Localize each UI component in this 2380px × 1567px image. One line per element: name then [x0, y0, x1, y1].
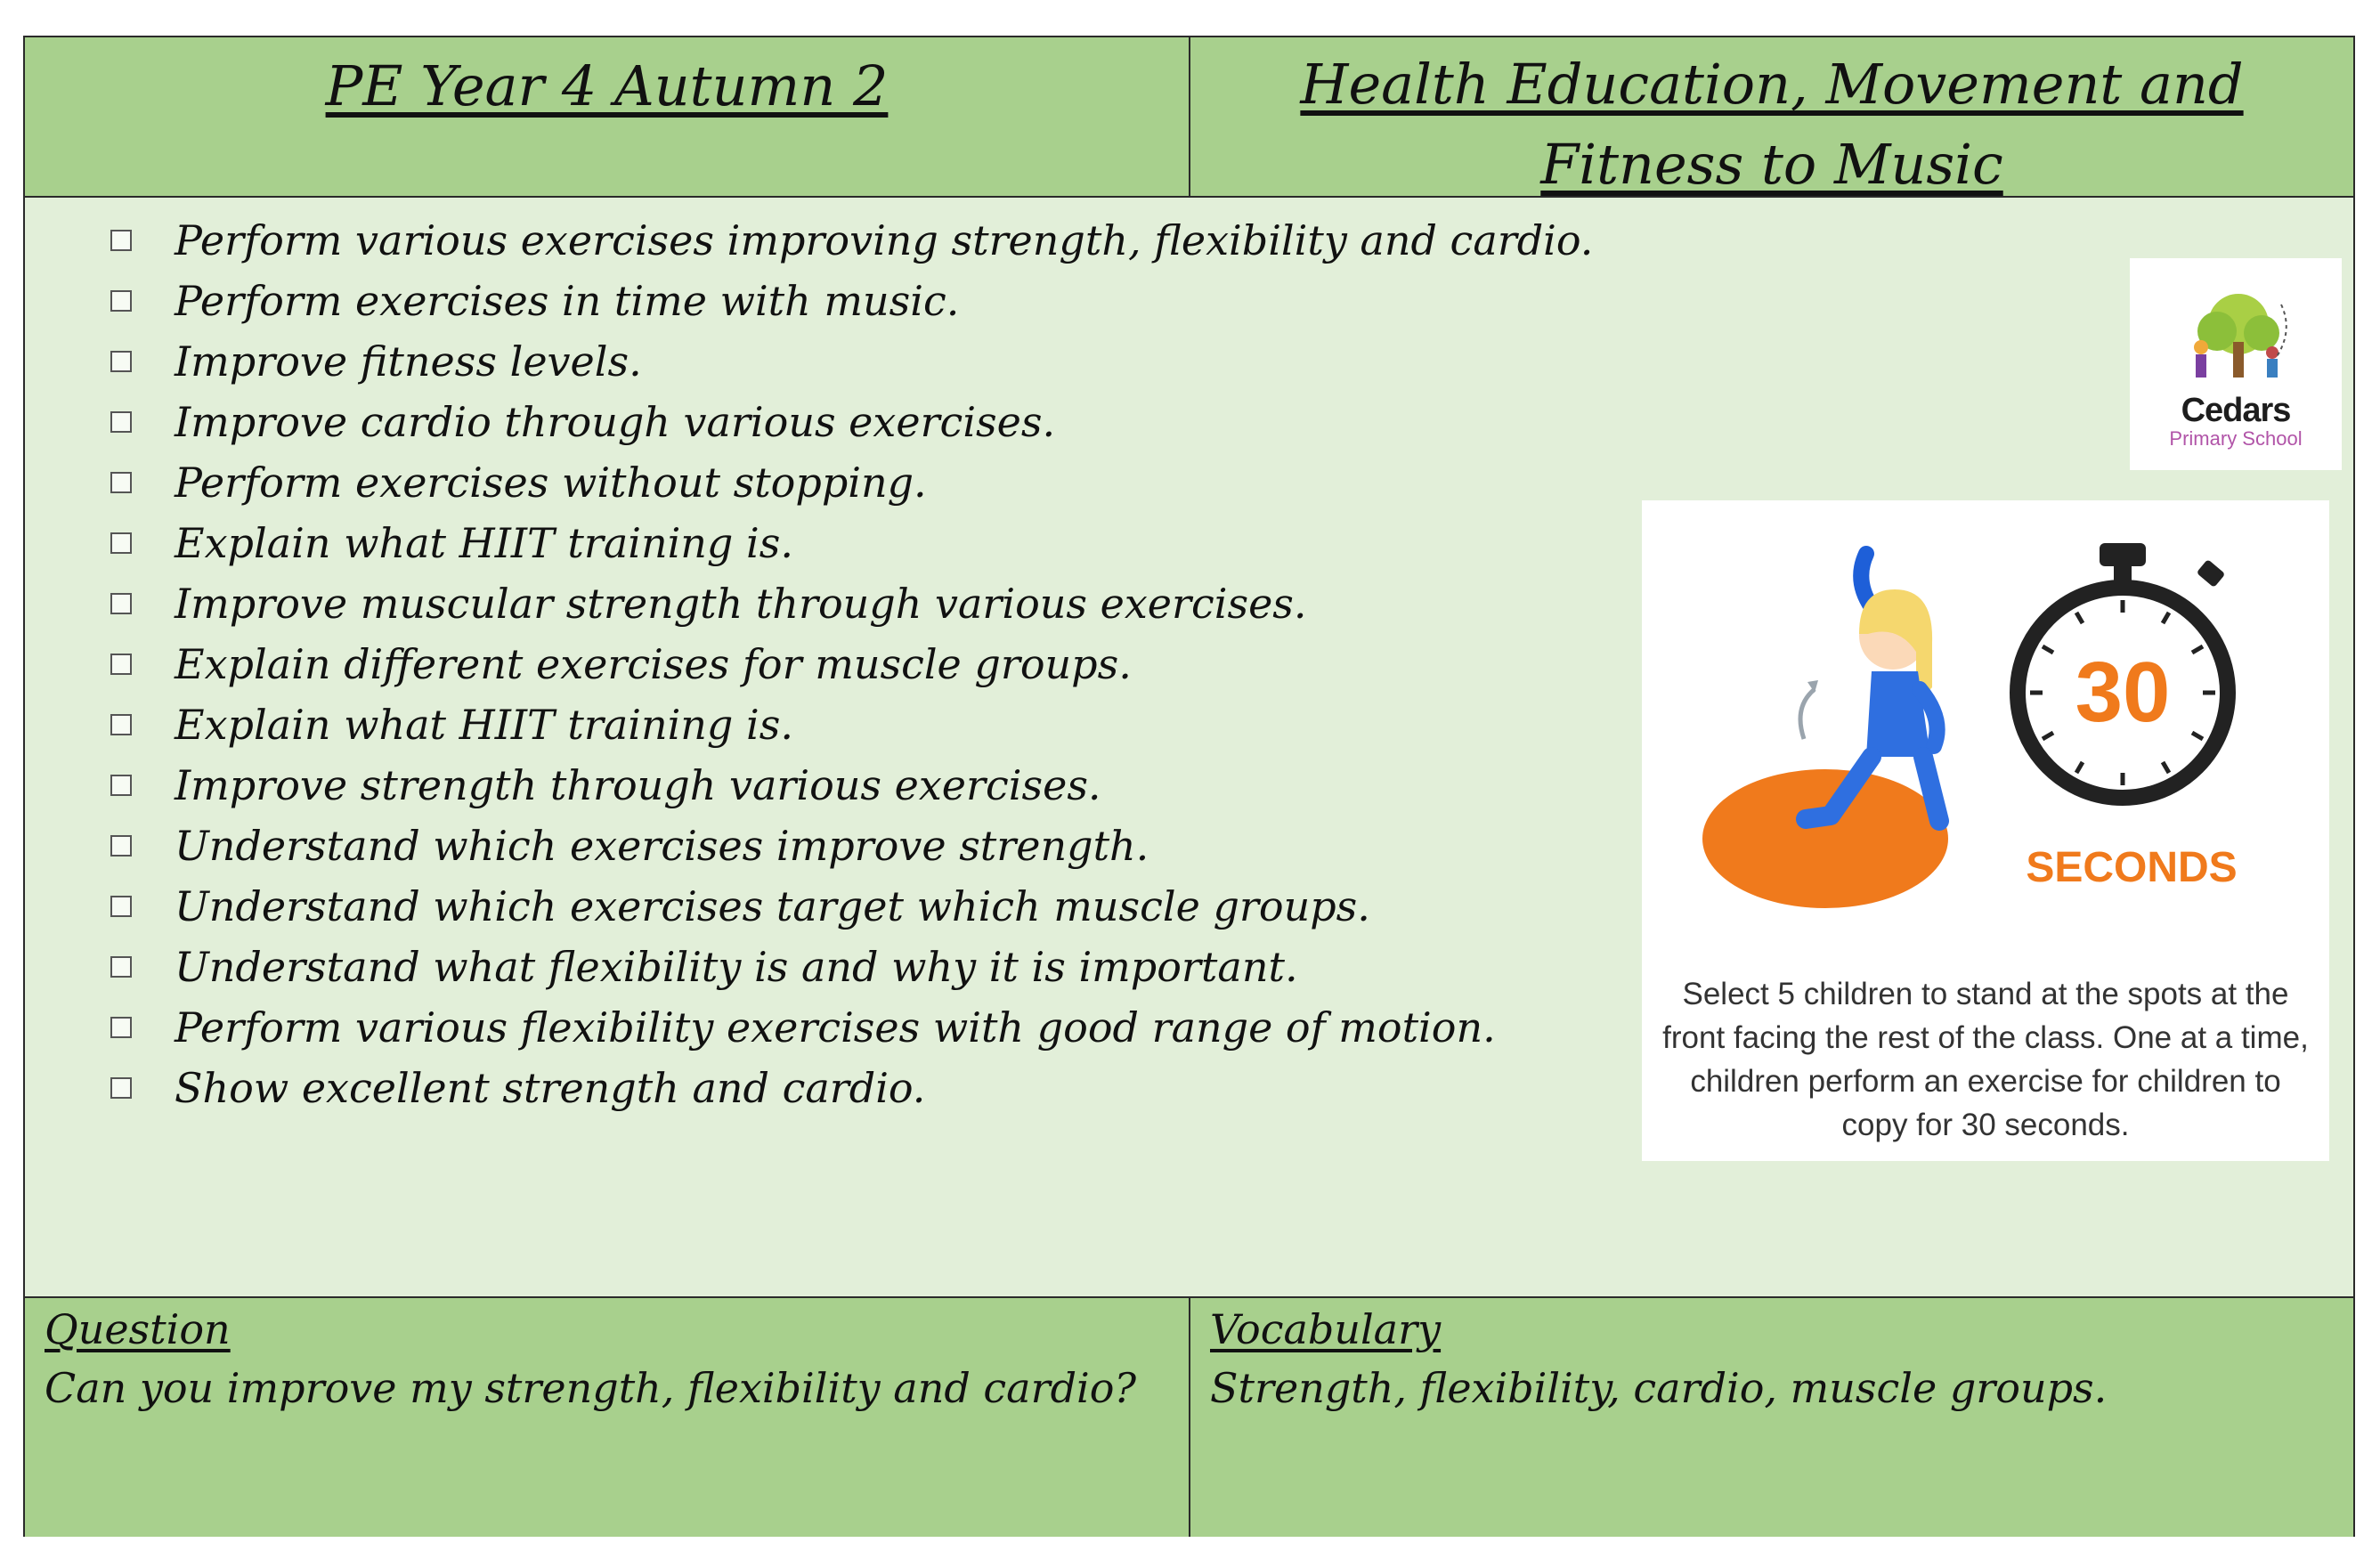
- objective-item: [110, 755, 1593, 816]
- objective-item: [110, 634, 1593, 694]
- question-cell: [25, 1298, 1190, 1537]
- checkbox-icon[interactable]: [110, 714, 132, 735]
- objective-item: [110, 876, 1593, 937]
- checkbox-icon[interactable]: [110, 290, 132, 312]
- objectives-section: [25, 198, 2353, 1298]
- checkbox-icon[interactable]: [110, 835, 132, 857]
- objective-item: [110, 452, 1593, 513]
- checkbox-icon[interactable]: [110, 411, 132, 433]
- header-right-cell: [1190, 37, 2353, 196]
- header-left-cell: [25, 37, 1190, 196]
- unit-title: PE Year 4 Autumn 2: [325, 53, 889, 118]
- checkbox-icon[interactable]: [110, 1017, 132, 1038]
- objective-item: [110, 331, 1593, 392]
- logo-subtitle: Primary School: [2169, 427, 2303, 450]
- checkbox-icon[interactable]: [110, 472, 132, 493]
- topic-title: Health Education, Movement and Fitness to Music: [1300, 52, 2244, 197]
- objective-label: Improve cardio through various exercises.: [175, 398, 1056, 446]
- objective-label: Perform various flexibility exercises with good range of motion.: [175, 1003, 1496, 1051]
- objective-item: [110, 392, 1593, 452]
- objective-item: [110, 1058, 1593, 1118]
- objective-item: [110, 210, 1593, 271]
- objective-label: Understand what flexibility is and why it is important.: [175, 943, 1298, 991]
- objective-label: Show excellent strength and cardio.: [175, 1064, 926, 1112]
- arrow-icon: [1800, 689, 1815, 739]
- bottom-row: [25, 1298, 2353, 1537]
- timer-number: 30: [2075, 645, 2171, 740]
- school-logo: [2130, 258, 2342, 470]
- objective-label: Understand which exercises target which muscle groups.: [175, 882, 1370, 930]
- activity-illustration: [1642, 500, 2329, 963]
- vocabulary-text: Strength, flexibility, cardio, muscle groups.: [1210, 1364, 2108, 1412]
- objective-item: [110, 694, 1593, 755]
- header-row: [25, 37, 2353, 198]
- floor-spot: [1702, 769, 1948, 908]
- objective-item: [110, 271, 1593, 331]
- objective-item: [110, 573, 1593, 634]
- checkbox-icon[interactable]: [110, 230, 132, 251]
- objective-item: [110, 997, 1593, 1058]
- stopwatch-icon: [2018, 543, 2228, 798]
- activity-description: Select 5 children to stand at the spots at the front facing the rest of the class. One at a time, children perform an exercise for children to copy for 30 seconds.: [1662, 977, 2309, 1142]
- checkbox-icon[interactable]: [110, 654, 132, 675]
- checkbox-icon[interactable]: [110, 896, 132, 917]
- objective-label: Improve strength through various exercises.: [175, 761, 1101, 809]
- knowledge-organiser: [23, 36, 2355, 1537]
- vocabulary-cell: [1190, 1298, 2353, 1537]
- objective-label: Understand which exercises improve strength.: [175, 822, 1149, 870]
- checkbox-icon[interactable]: [110, 351, 132, 372]
- activity-card: [1642, 500, 2329, 1161]
- objective-label: Perform exercises without stopping.: [175, 459, 927, 507]
- checkbox-icon[interactable]: [110, 593, 132, 614]
- vocabulary-heading: Vocabulary: [1210, 1305, 1442, 1353]
- objective-label: Explain what HIIT training is.: [175, 519, 793, 567]
- objective-label: Explain what HIIT training is.: [175, 701, 793, 749]
- objective-item: [110, 513, 1593, 573]
- objective-label: Explain different exercises for muscle groups.: [175, 640, 1132, 688]
- checkbox-icon[interactable]: [110, 1077, 132, 1099]
- objective-item: [110, 816, 1593, 876]
- objective-label: Improve fitness levels.: [175, 337, 642, 386]
- checkbox-icon[interactable]: [110, 775, 132, 796]
- checkbox-icon[interactable]: [110, 956, 132, 978]
- checkbox-icon[interactable]: [110, 532, 132, 554]
- question-text: Can you improve my strength, flexibility and cardio?: [45, 1364, 1137, 1412]
- tree-logo-icon: [2176, 288, 2297, 383]
- question-heading: Question: [45, 1305, 231, 1353]
- timer-label: SECONDS: [2026, 844, 2238, 891]
- objective-label: Improve muscular strength through various exercises.: [175, 580, 1307, 628]
- objectives-list: [110, 210, 1593, 1118]
- objective-label: Perform various exercises improving strength, flexibility and cardio.: [175, 216, 1594, 264]
- objective-item: [110, 937, 1593, 997]
- objective-label: Perform exercises in time with music.: [175, 277, 960, 325]
- logo-name: Cedars: [2181, 392, 2291, 429]
